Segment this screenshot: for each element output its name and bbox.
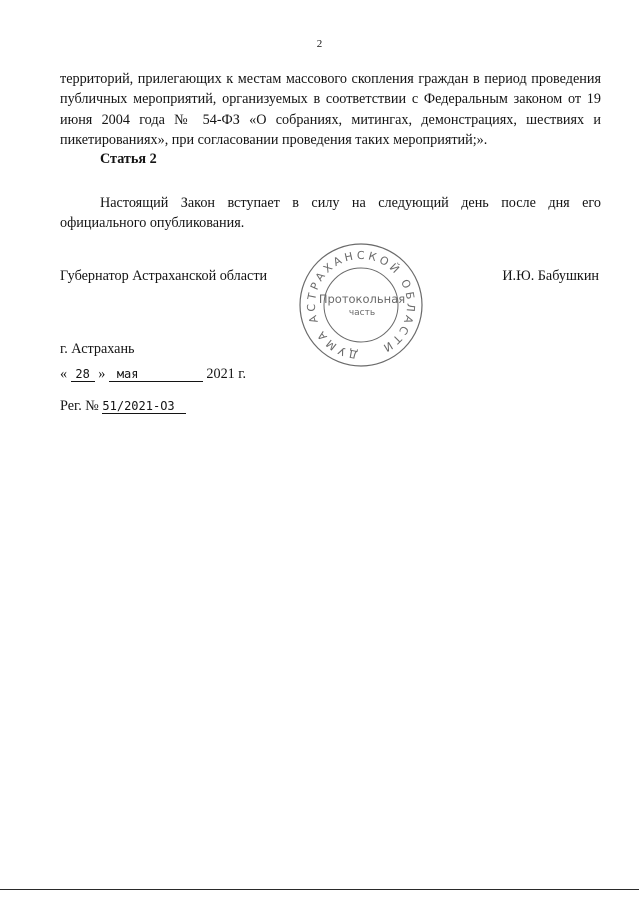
seal-center-line-2: часть (348, 308, 376, 318)
paragraph-effective-date: Настоящий Закон вступает в силу на следующий день после дня его официального опубликования. (60, 195, 601, 232)
city-line: г. Астрахань (60, 341, 135, 357)
registration-number: 51/2021-ОЗ (102, 399, 186, 414)
signing-date (60, 366, 246, 383)
date-day-field: 28 (71, 367, 95, 382)
date-year: 2021 г. (206, 366, 247, 382)
signatory-name: И.Ю. Бабушкин (502, 268, 599, 284)
date-open-quote: « (60, 366, 68, 382)
seal-center-line-1: Протокольная (318, 292, 406, 306)
seal-stamp (296, 241, 426, 367)
registration-line (60, 398, 186, 415)
date-month-field: мая (109, 367, 203, 382)
footer-divider (0, 889, 639, 890)
seal-ring-text: ДУМА АСТРАХАНСКОЙ ОБЛАСТИ (304, 248, 418, 362)
signatory-title: Губернатор Астраханской области (60, 268, 268, 284)
article-heading: Статья 2 (100, 151, 157, 167)
page-number: 2 (316, 38, 323, 50)
paragraph-continuation: территорий, прилегающих к местам массового скопления граждан в период проведения публичных мероприятий, организуемых в соответствии с Федеральным законом от 19 июня 2004 года № 54-ФЗ «О собраниях, митингах, демонстрациях, шествиях и пикетированиях», при согласовании проведения таких мероприятий;». (60, 71, 601, 149)
registration-label: Рег. № (60, 398, 99, 414)
date-close-quote: » (98, 366, 106, 382)
